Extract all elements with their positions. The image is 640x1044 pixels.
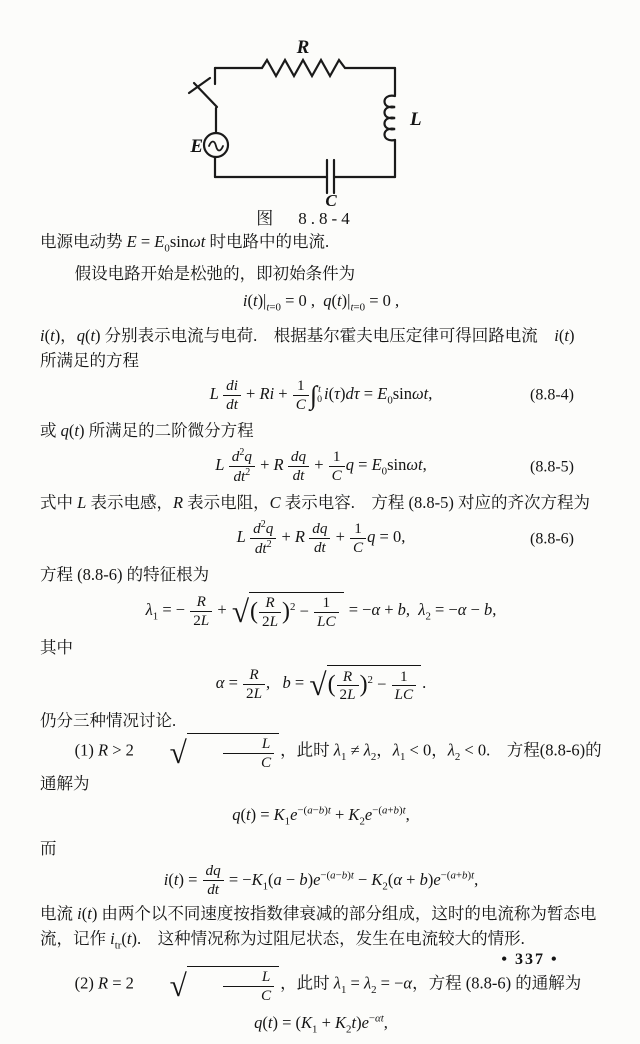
equation-q-case-2: $q(t) = (K_1 + K_2t)e^{-\alpha t}$, <box>254 1012 388 1035</box>
paragraph-second-order: 或 q(t) 所满足的二阶微分方程 <box>40 421 254 441</box>
page-number: • 337 • <box>501 951 559 968</box>
paragraph-lrc-meaning: 式中 L 表示电感，R 表示电阻，C 表示电容. 方程 (8.8-5) 对应的齐次方程为 <box>40 493 591 513</box>
paragraph-case-2: (2) R = 2 √ $\frac{L}{C}$ ，此时 $\lambda_1 = \lambda_2 = -\alpha$，方程 (8.8-6) 的通解为 <box>74 967 582 1005</box>
paragraph-characteristic-roots: 方程 (8.8-6) 的特征根为 <box>40 565 210 585</box>
circuit-figure <box>0 0 640 230</box>
source-label: E <box>190 136 203 157</box>
inductor-symbol <box>385 68 396 177</box>
paragraph-kirchhoff: i(t)，q(t) 分别表示电流与电荷. 根据基尔霍夫电压定律可得回路电流 i(t) <box>40 325 575 345</box>
equation-number-8-8-6: (8.8-6) <box>530 530 574 548</box>
resistor-symbol <box>215 60 395 76</box>
paragraph-relaxed: 假设电路开始是松弛的，即初始条件为 <box>74 264 356 284</box>
equation-q-case-1: $q(t) = K_1e^{-(a-b)t} + K_2e^{-(a+b)t}$, <box>232 804 410 828</box>
page-body <box>40 229 602 1044</box>
capacitor-label: C <box>325 191 337 210</box>
paragraph-and: 而 <box>40 839 57 859</box>
inductor-label: L <box>410 109 422 130</box>
capacitor-symbol <box>215 160 395 193</box>
paragraph-where: 其中 <box>40 638 73 658</box>
equation-number-8-8-5: (8.8-5) <box>530 458 574 476</box>
paragraph-transient-current: 电流 i(t) 由两个以不同速度按指数律衰减的部分组成，这时的电流称为暂态电 流，记作 $i_{tr}(t)$. 这种情况称为过阻尼状态，发生在电流较大的情形. <box>40 903 597 952</box>
equation-number-8-8-4: (8.8-4) <box>530 386 574 404</box>
paragraph-three-cases: 仍分三种情况讨论. <box>40 711 177 731</box>
figure-caption: 图 8.8-4 <box>256 209 354 228</box>
equation-8-8-4: L $\frac{di}{dt}$ + Ri + $\frac{1}{C}$ ∫ t 0 $i(\tau)d\tau = E_0\sin\omega t$, (8.8-4) <box>209 376 574 413</box>
ac-source-symbol <box>204 133 228 177</box>
equation-lambda-roots: $\lambda_1$ = − $\frac{R}{2L}$ + √ ( $\frac{R}{2L}$ )$^2$ − $\frac{1}{LC}$ = −α + b, $\lambda_2 = -\alpha - b$, <box>145 592 497 631</box>
equation-alpha-b: α = $\frac{R}{2L}$ , b = √ ( $\frac{R}{2L}$ )$^2$ − $\frac{1}{LC}$ . <box>215 665 427 704</box>
equation-8-8-6: L $\frac{d^2q}{dt^2}$ + R $\frac{dq}{dt}$ + $\frac{1}{C}$ q = 0, (8.8-6) <box>236 519 574 558</box>
paragraph-emf: 电源电动势 $E = E_0\sin\omega t$ 时电路中的电流. <box>40 232 330 255</box>
equation-i-case-1: i(t) = $\frac{dq}{dt}$ = $-K_1(a - b)e^{-(a-b)t} - K_2(\alpha + b)e^{-(a+b)t}$, <box>163 862 479 899</box>
circuit-diagram <box>0 0 640 230</box>
paragraph-satisfies: 所满足的方程 <box>40 350 139 370</box>
paragraph-case-1: (1) R > 2 √ $\frac{L}{C}$ ，此时 $\lambda_1 \ne \lambda_2$，$\lambda_1 < 0$，$\lambda_2 < 0$. 方程(8.8-6)的通解为 <box>40 734 602 794</box>
equation-8-8-5: L $\frac{d^2q}{dt^2}$ + R $\frac{dq}{dt}$ + $\frac{1}{C}$ $q = E_0\sin\omega t$, (8.8-5) <box>215 447 574 486</box>
equation-initial-conditions: $i(t)|_{t=0} = 0$ , $q(t)|_{t=0} = 0$ , <box>242 291 400 314</box>
switch-symbol <box>189 68 217 133</box>
resistor-label: R <box>296 37 310 58</box>
